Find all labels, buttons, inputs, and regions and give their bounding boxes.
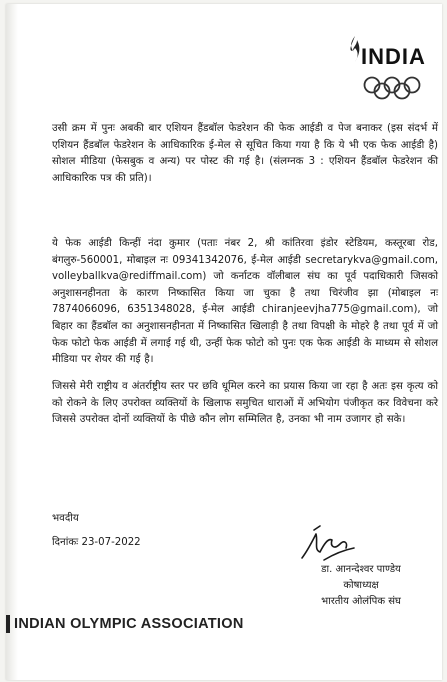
page-edge-shadow xyxy=(6,4,18,680)
footer-accent-bar xyxy=(6,615,10,633)
olympic-rings-icon xyxy=(363,76,421,100)
signatory-organization: भारतीय ओलंपिक संघ xyxy=(321,596,401,607)
handwritten-signature xyxy=(294,520,404,564)
signatory-designation: कोषाध्यक्ष xyxy=(343,580,379,591)
logo-text: INDIA xyxy=(361,44,426,69)
body-paragraph-2: ये फेक आईडी किन्हीं नंदा कुमार (पताः नंबर 2, श्री कांतिरवा इंडोर स्टेडियम, कस्तूरबा रोड, बंगलुरु-560001, मोबाइल नः 09341342076, ई-मेल आईडी secretarykva@gmail.com, volleyballkva@rediffmail.com) जो कर्नाटक वॉलीबाल संघ का पूर्व पदाधिकारी जिसको अनुशासनहीनता के कारण निष्कासित किया जा चुका है तथा चिरंजीव झा (मोबाइल नः 7874066096, 6351348028, ई-मेल आईडी chiranjeevjha775@gmail.com), जो बिहार का हैंडबॉल का अनुशासनहीनता में निष्कासित खिलाड़ी है तथा विपक्षी के मोहरे है तथा पूर्व में जो फेक फोटो फेक आईडी में लगाई गई थी, उन्हीं फेक फोटो को पुनः एक फेक आईडी के माध्यम से सोशल मीडिया पर शेयर की गई है। xyxy=(52,238,438,366)
letter-date: दिनांकः 23-07-2022 xyxy=(52,537,141,548)
signatory-name: डा. आनन्देश्वर पाण्डेय xyxy=(321,564,401,575)
footer-organization-name: INDIAN OLYMPIC ASSOCIATION xyxy=(14,616,244,632)
body-paragraph-1: उसी क्रम में पुनः अबकी बार एशियन हैंडबॉल फेडरेशन की फेक आईडी व पेज बनाकर (इस संदर्भ में एशियन हैंडबॉल फेडरेशन के आधिकारिक ई-मेल से सूचित किया गया है कि ये भी एक फेक आईडी है) सोशल मीडिया (फेसबुक व अन्य) पर पोस्ट की गई है। (संलग्नक 3 : एशियन हैंडबॉल फेडरेशन की आधिकारिक पत्र की प्रति)। xyxy=(52,123,438,184)
body-paragraph-3: जिससे मेरी राष्ट्रीय व अंतर्राष्ट्रीय स्तर पर छवि धूमिल करने का प्रयास किया जा रहा है अतः इस कृत्य को को रोकने के लिए उपरोक्त व्यक्तियों के खिलाफ समुचित धाराओं में अभियोग पंजीकृत कर विवेचना करे जिससे उपरोक्त दोनों व्यक्तियों के पीछे कौन लोग सम्मिलित है, उनका भी नाम उजागर हो सके। xyxy=(52,381,438,426)
closing-salutation: भवदीय xyxy=(52,513,79,524)
signature-block xyxy=(296,562,426,610)
letter-page xyxy=(6,4,442,680)
indian-olympic-association-logo xyxy=(345,34,439,106)
